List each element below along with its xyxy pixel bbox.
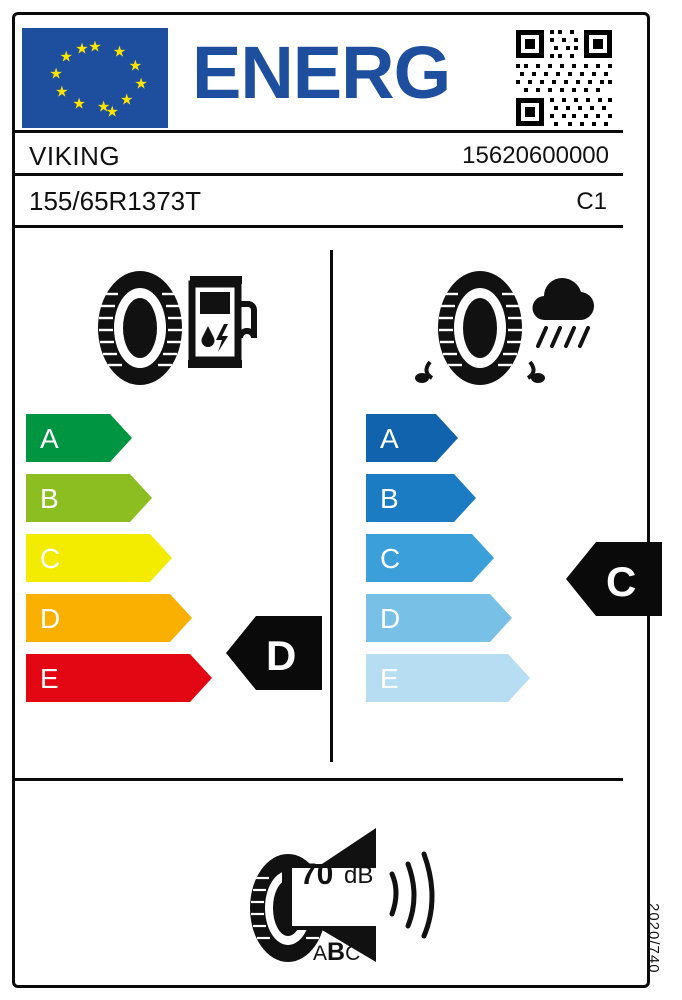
wet-grade-e <box>366 654 656 702</box>
fuel-grade-c-letter: C <box>40 543 61 574</box>
tyre-icon <box>98 271 182 385</box>
fuel-grade-b-letter: B <box>40 483 59 514</box>
wet-grade-a-letter: A <box>380 423 399 454</box>
fuel-grade-a <box>26 414 316 462</box>
noise-value: 70 <box>300 858 334 891</box>
wet-rating-letter: C <box>606 558 637 605</box>
page-title: ENERG <box>192 31 451 114</box>
tyre-size: 155/65R1373T <box>29 186 202 216</box>
eu-flag-icon: ★ ★ ★ ★ ★ ★ ★ ★ ★ ★ ★ ★ <box>22 28 168 128</box>
tyre-class: C1 <box>576 188 607 215</box>
rain-cloud-icon <box>532 278 594 346</box>
fuel-grade-b <box>26 474 316 522</box>
wet-grade-b-letter: B <box>380 483 399 514</box>
qr-code-icon <box>514 28 614 128</box>
sku-number: 15620600000 <box>462 142 609 169</box>
fuel-grade-a-letter: A <box>40 423 59 454</box>
fuel-rating-marker <box>226 616 322 690</box>
noise-class-c: C <box>345 942 361 965</box>
fuel-grade-e-letter: E <box>40 663 59 694</box>
noise-class-a: A <box>313 942 328 965</box>
wet-grade-c-letter: C <box>380 543 401 574</box>
wet-grade-d-letter: D <box>380 603 401 634</box>
fuel-rating-letter: D <box>266 632 297 679</box>
tyre-size-row <box>15 176 623 228</box>
noise-unit: dB <box>344 862 374 889</box>
vertical-divider <box>330 250 333 762</box>
brand-name: VIKING <box>29 141 121 171</box>
horizontal-divider <box>15 778 623 781</box>
wet-grade-b <box>366 474 656 522</box>
wet-grade-a <box>366 414 656 462</box>
noise-class-b: B <box>327 938 346 966</box>
brand-row <box>15 130 623 176</box>
wet-rating-marker <box>566 542 662 616</box>
wet-grip-pictogram <box>404 266 604 392</box>
label-header <box>16 14 622 130</box>
fuel-grade-c <box>26 534 316 582</box>
registration-number: 2020/740 <box>645 903 662 974</box>
noise-class-row <box>313 938 360 967</box>
fuel-grade-d-letter: D <box>40 603 61 634</box>
fuel-pictogram <box>88 268 258 388</box>
wet-grade-e-letter: E <box>380 663 399 694</box>
tyre-wet-icon <box>415 271 545 385</box>
fuel-pump-icon <box>188 276 254 368</box>
